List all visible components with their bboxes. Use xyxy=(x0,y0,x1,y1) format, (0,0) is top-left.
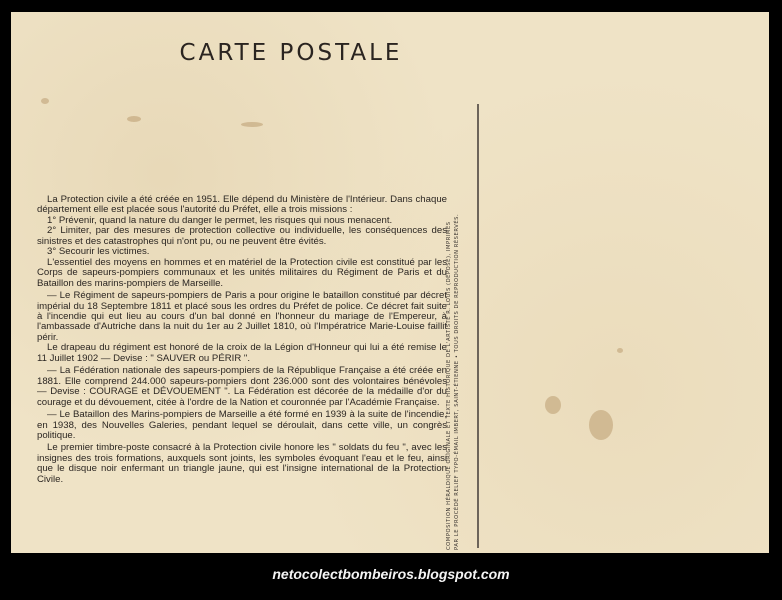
paragraph-flag: Le drapeau du régiment est honoré de la croix de la Légion d'Honneur qui lui a été remise le 11 Juillet 1902 — Devise : " SAUVER ou PÉRIR ". xyxy=(37,342,447,364)
postcard xyxy=(11,12,769,553)
paragraph-marseille: — Le Bataillon des Marins-pompiers de Marseille a été formé en 1939 à la suite de l'incendie, en 1938, des Nouvelles Galeries, pendant lequel se déroulait, dans cette ville, un congrès politique. xyxy=(37,409,447,441)
foxing-stain xyxy=(241,122,263,127)
foxing-stain xyxy=(589,410,613,440)
paragraph-mission-2: 2° Limiter, par des mesures de protection collective ou individuelle, les conséquences des sinistres et des catastrophes qui n'ont pu, ou ne peuvent être évités. xyxy=(37,225,447,247)
foxing-stain xyxy=(545,396,561,414)
postcard-title: CARTE POSTALE xyxy=(179,40,403,66)
paragraph-mission-3: 3° Secourir les victimes. xyxy=(47,246,150,258)
printer-credit xyxy=(445,94,471,550)
paragraph-intro: La Protection civile a été créée en 1951. Elle dépend du Ministère de l'Intérieur. Dans chaque département elle est placée sous l'autorité du Préfet, elle a trois missions : xyxy=(37,194,447,216)
printer-credit-line-2: PAR LE PROCÉDÉ RELIEF TYPO-ÉMAIL IMBERT, SAINT-ÉTIENNE • TOUS DROITS DE REPRODUCTION RÉSERVÉS. xyxy=(454,213,460,550)
paragraph-mission-1: 1° Prévenir, quand la nature du danger le permet, les risques qui nous menacent. xyxy=(47,214,393,226)
paragraph-federation: — La Fédération nationale des sapeurs-pompiers de la République Française a été créée en 1881. Elle comprend 244.000 sapeurs-pompiers dont 236.000 sont des volontaires bénévoles — Devise : COURAGE et DÉVOUEMENT ". La Fédération est décorée de la médaille d'or du courage et du dévouement, citée à l'ordre de la Nation et couronnée par l'Académie Française. xyxy=(37,365,447,408)
address-divider xyxy=(477,104,479,548)
printer-credit-line-1: COMPOSITION HÉRALDIQUE ORIGINALE ET TEXTE HISTORIQUE DE L'ARTISTE R. LOUIS (DÉPOSÉ), IMPRIMÉS xyxy=(446,221,452,550)
foxing-stain xyxy=(41,98,49,104)
paragraph-paris-regiment: — Le Régiment de sapeurs-pompiers de Paris a pour origine le bataillon constitué par décret impérial du 18 Septembre 1811 et placé sous les ordres du Préfet de police. Ce décret fait suite à l'incendie qui eut lieu au cours d'un bal donné en l'honneur du mariage de l'Empereur, à l'ambassade d'Autriche dans la nuit du 1er au 2 Juillet 1810, où l'Impératrice Marie-Louise faillit périr. xyxy=(37,290,447,343)
paragraph-stamp: Le premier timbre-poste consacré à la Protection civile honore les " soldats du feu ", avec les insignes des trois formations, auxquels sont joints, les symboles évoquant l'eau et le feu, ainsi que le disque noir enfermant un triangle jaune, qui est l'insigne international de la Protection Civile. xyxy=(37,442,447,485)
postcard-text xyxy=(37,195,447,485)
foxing-stain xyxy=(127,116,141,122)
foxing-stain xyxy=(617,348,623,353)
blog-watermark: netocolectbombeiros.blogspot.com xyxy=(272,566,510,582)
paragraph-means: L'essentiel des moyens en hommes et en matériel de la Protection civile est constitué par les Corps de sapeurs-pompiers communaux et les unités militaires du Régiment de Paris et du Bataillon des marins-pompiers de Marseille. xyxy=(37,256,447,289)
